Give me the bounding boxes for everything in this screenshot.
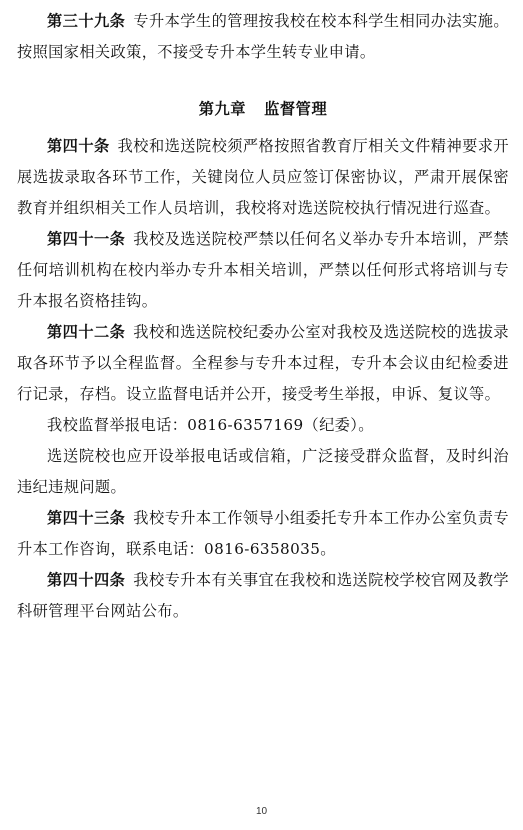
article-number: 第四十二条	[47, 323, 126, 341]
hotline-text: 我校监督举报电话：0816-6357169（纪委）。	[47, 416, 374, 434]
article-text: 我校专升本有关事宜在我校和选送院校学校官网及教学科研管理平台网站公布。	[17, 571, 510, 620]
chapter-heading	[17, 94, 509, 125]
article-39	[17, 6, 509, 68]
article-text: 我校和选送院校须严格按照省教育厅相关文件精神要求开展选拔录取各环节工作，关键岗位人员应签订保密协议，严肃开展保密教育并组织相关工作人员培训，我校将对选送院校执行情况进行巡查。	[17, 137, 510, 217]
article-41	[17, 224, 509, 317]
hotline-paragraph	[17, 410, 509, 441]
reporting-text: 选送院校也应开设举报电话或信箱，广泛接受群众监督，及时纠治违纪违规问题。	[17, 447, 509, 496]
article-text: 我校及选送院校严禁以任何名义举办专升本培训，严禁任何培训机构在校内举办专升本相关培训，严禁以任何形式将培训与专升本报名资格挂钩。	[17, 230, 510, 310]
article-number: 第四十三条	[47, 509, 126, 527]
article-42	[17, 317, 509, 410]
article-text: 专升本学生的管理按我校在校本科学生相同办法实施。按照国家相关政策，不接受专升本学生转专业申请。	[17, 12, 510, 61]
article-number: 第四十一条	[47, 230, 126, 248]
article-40	[17, 131, 509, 224]
article-text: 我校和选送院校纪委办公室对我校及选送院校的选拔录取各环节予以全程监督。全程参与专升本过程，专升本会议由纪检委进行记录，存档。设立监督电话并公开，接受考生举报，申诉、复议等。	[17, 323, 510, 403]
article-text: 我校专升本工作领导小组委托专升本工作办公室负责专升本工作咨询，联系电话：0816-6358035。	[17, 509, 510, 558]
article-number: 第四十条	[47, 137, 110, 155]
reporting-paragraph	[17, 441, 509, 503]
article-number: 第三十九条	[47, 12, 126, 30]
article-44	[17, 565, 509, 627]
article-43	[17, 503, 509, 565]
article-number: 第四十四条	[47, 571, 126, 589]
chapter-number: 第九章	[198, 100, 247, 118]
chapter-title: 监督管理	[264, 100, 328, 118]
page-number: 10	[255, 806, 268, 817]
